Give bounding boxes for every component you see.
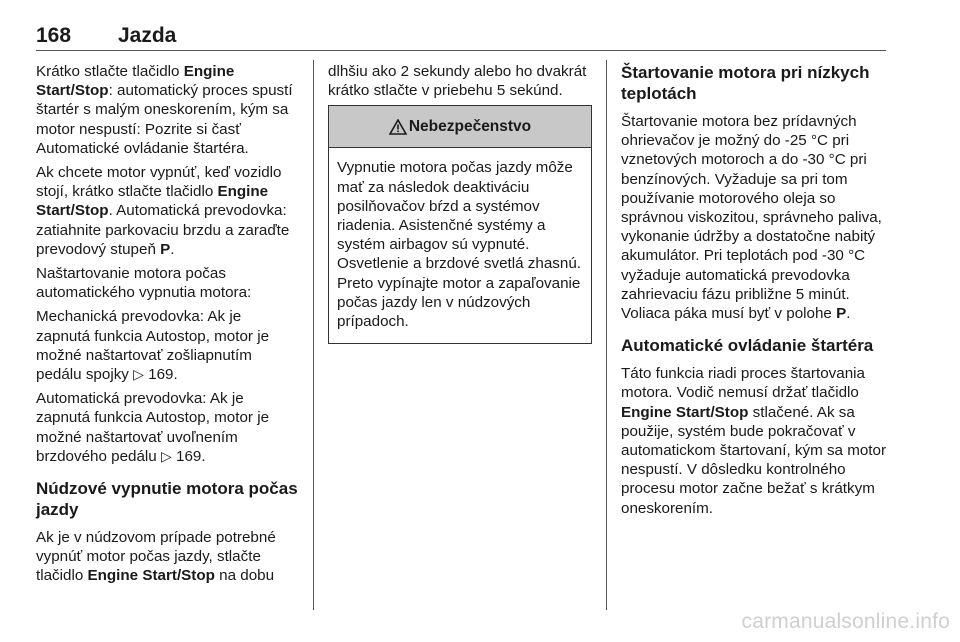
- text-run: Táto funkcia riadi proces štartovania motora. Vodič nemusí držať tlačidlo: [621, 365, 865, 402]
- text-run: Štartovanie motora bez prídavných ohrievačov je možný do -25 °C pri vznetových motoroch a do -30 °C pri benzínových. Vyžaduje sa pri tom používanie motorového oleja so správnou viskozitou, správneho paliva, vykonanie údržby a dostatočne nabitý akumulátor. Pri teplotách pod -30 °C vyžaduje automatická prevodovka zahrievaciu fázu približne 5 minút. Voliaca páka musí byť v polohe: [621, 113, 882, 323]
- warning-triangle-icon: [389, 119, 407, 135]
- text-run: . Automatická prevodovka: zatiahnite parkovaciu brzdu a zaraďte prevodový stupeň: [36, 202, 290, 258]
- page-title: Jazda: [118, 24, 177, 47]
- paragraph: [36, 62, 298, 158]
- bold-term: Engine Start/Stop: [621, 403, 749, 421]
- page-reference-arrow-icon: ▷: [133, 366, 144, 383]
- paragraph: [36, 163, 298, 259]
- section-heading: Štartovanie motora pri nízkych teplotách: [621, 63, 870, 103]
- paragraph: [36, 528, 298, 586]
- page-reference-link[interactable]: 169.: [176, 447, 206, 465]
- bold-term: P: [160, 240, 171, 258]
- paragraph: dlhšiu ako 2 sekundy alebo ho dvakrát krátko stlačte v priebehu 5 sekúnd.: [328, 63, 587, 100]
- column-3: [621, 62, 889, 523]
- warning-text: Vypnutie motora počas jazdy môže mať za následok deaktiváciu posilňovačov bŕzd a systémov riadenia. Asistenčné systémy a systém airbagov sú vypnuté. Osvetlenie a brzdové svetlá zhasnú. Preto vypínajte motor a zapaľovanie počas jazdy len v núdzových prípadoch.: [337, 159, 581, 331]
- header-divider: [36, 50, 886, 51]
- paragraph: Naštartovanie motora počas automatického vypnutia motora:: [36, 265, 252, 302]
- paragraph-text: Mechanická prevodovka: Ak je zapnutá funkcia Autostop, motor je možné naštartovať zošliapnutím pedálu spojky: [36, 308, 270, 384]
- warning-box: [328, 105, 592, 344]
- page-reference-arrow-icon: ▷: [160, 447, 172, 464]
- text-run: na dobu: [214, 567, 275, 585]
- warning-header: [329, 106, 591, 148]
- warning-title: Nebezpečenstvo: [408, 118, 532, 136]
- paragraph: [36, 307, 298, 384]
- section-heading: Automatické ovládanie štartéra: [621, 336, 874, 356]
- column-1: [36, 62, 298, 591]
- column-2: [328, 62, 592, 344]
- text-run: .: [846, 305, 851, 323]
- text-run: Krátko stlačte tlačidlo: [36, 63, 184, 80]
- text-run: Ak chcete motor vypnúť, keď vozidlo stojí, krátko stlačte tlačidlo: [36, 164, 282, 201]
- paragraph: [621, 112, 889, 323]
- column-divider-2: [606, 60, 607, 610]
- column-divider-1: [313, 60, 314, 610]
- paragraph: [36, 389, 298, 466]
- paragraph: [621, 364, 889, 518]
- section-heading: Núdzové vypnutie motora počas jazdy: [36, 479, 298, 520]
- paragraph-text: Automatická prevodovka: Ak je zapnutá funkcia Autostop, motor je možné naštartovať uvoľnením brzdového pedálu: [36, 390, 270, 465]
- watermark: carmanualsonline.info: [741, 610, 950, 633]
- bold-term: Engine Start/Stop: [36, 183, 269, 220]
- text-run: Ak je v núdzovom prípade potrebné vypnúť motor počas jazdy, stlačte tlačidlo: [36, 529, 276, 585]
- text-run: .: [170, 240, 175, 258]
- text-run: stlačené. Ak sa použije, systém bude pokračovať v automatickom štartovaní, kým sa motor nespustí. V dôsledku kontrolného procesu motor začne bežať s krátkym oneskorením.: [621, 403, 887, 517]
- page-header: [36, 22, 886, 52]
- bold-term: Engine Start/Stop: [87, 567, 215, 585]
- bold-term: Engine Start/Stop: [36, 63, 235, 100]
- page-number: 168: [36, 24, 72, 47]
- bold-term: P: [836, 305, 847, 323]
- text-run: : automatický proces spustí štartér s malým oneskorením, kým sa motor nespustí: Pozrite si časť Automatické ovládanie štartéra.: [36, 82, 293, 157]
- page-reference-link[interactable]: 169.: [148, 366, 178, 384]
